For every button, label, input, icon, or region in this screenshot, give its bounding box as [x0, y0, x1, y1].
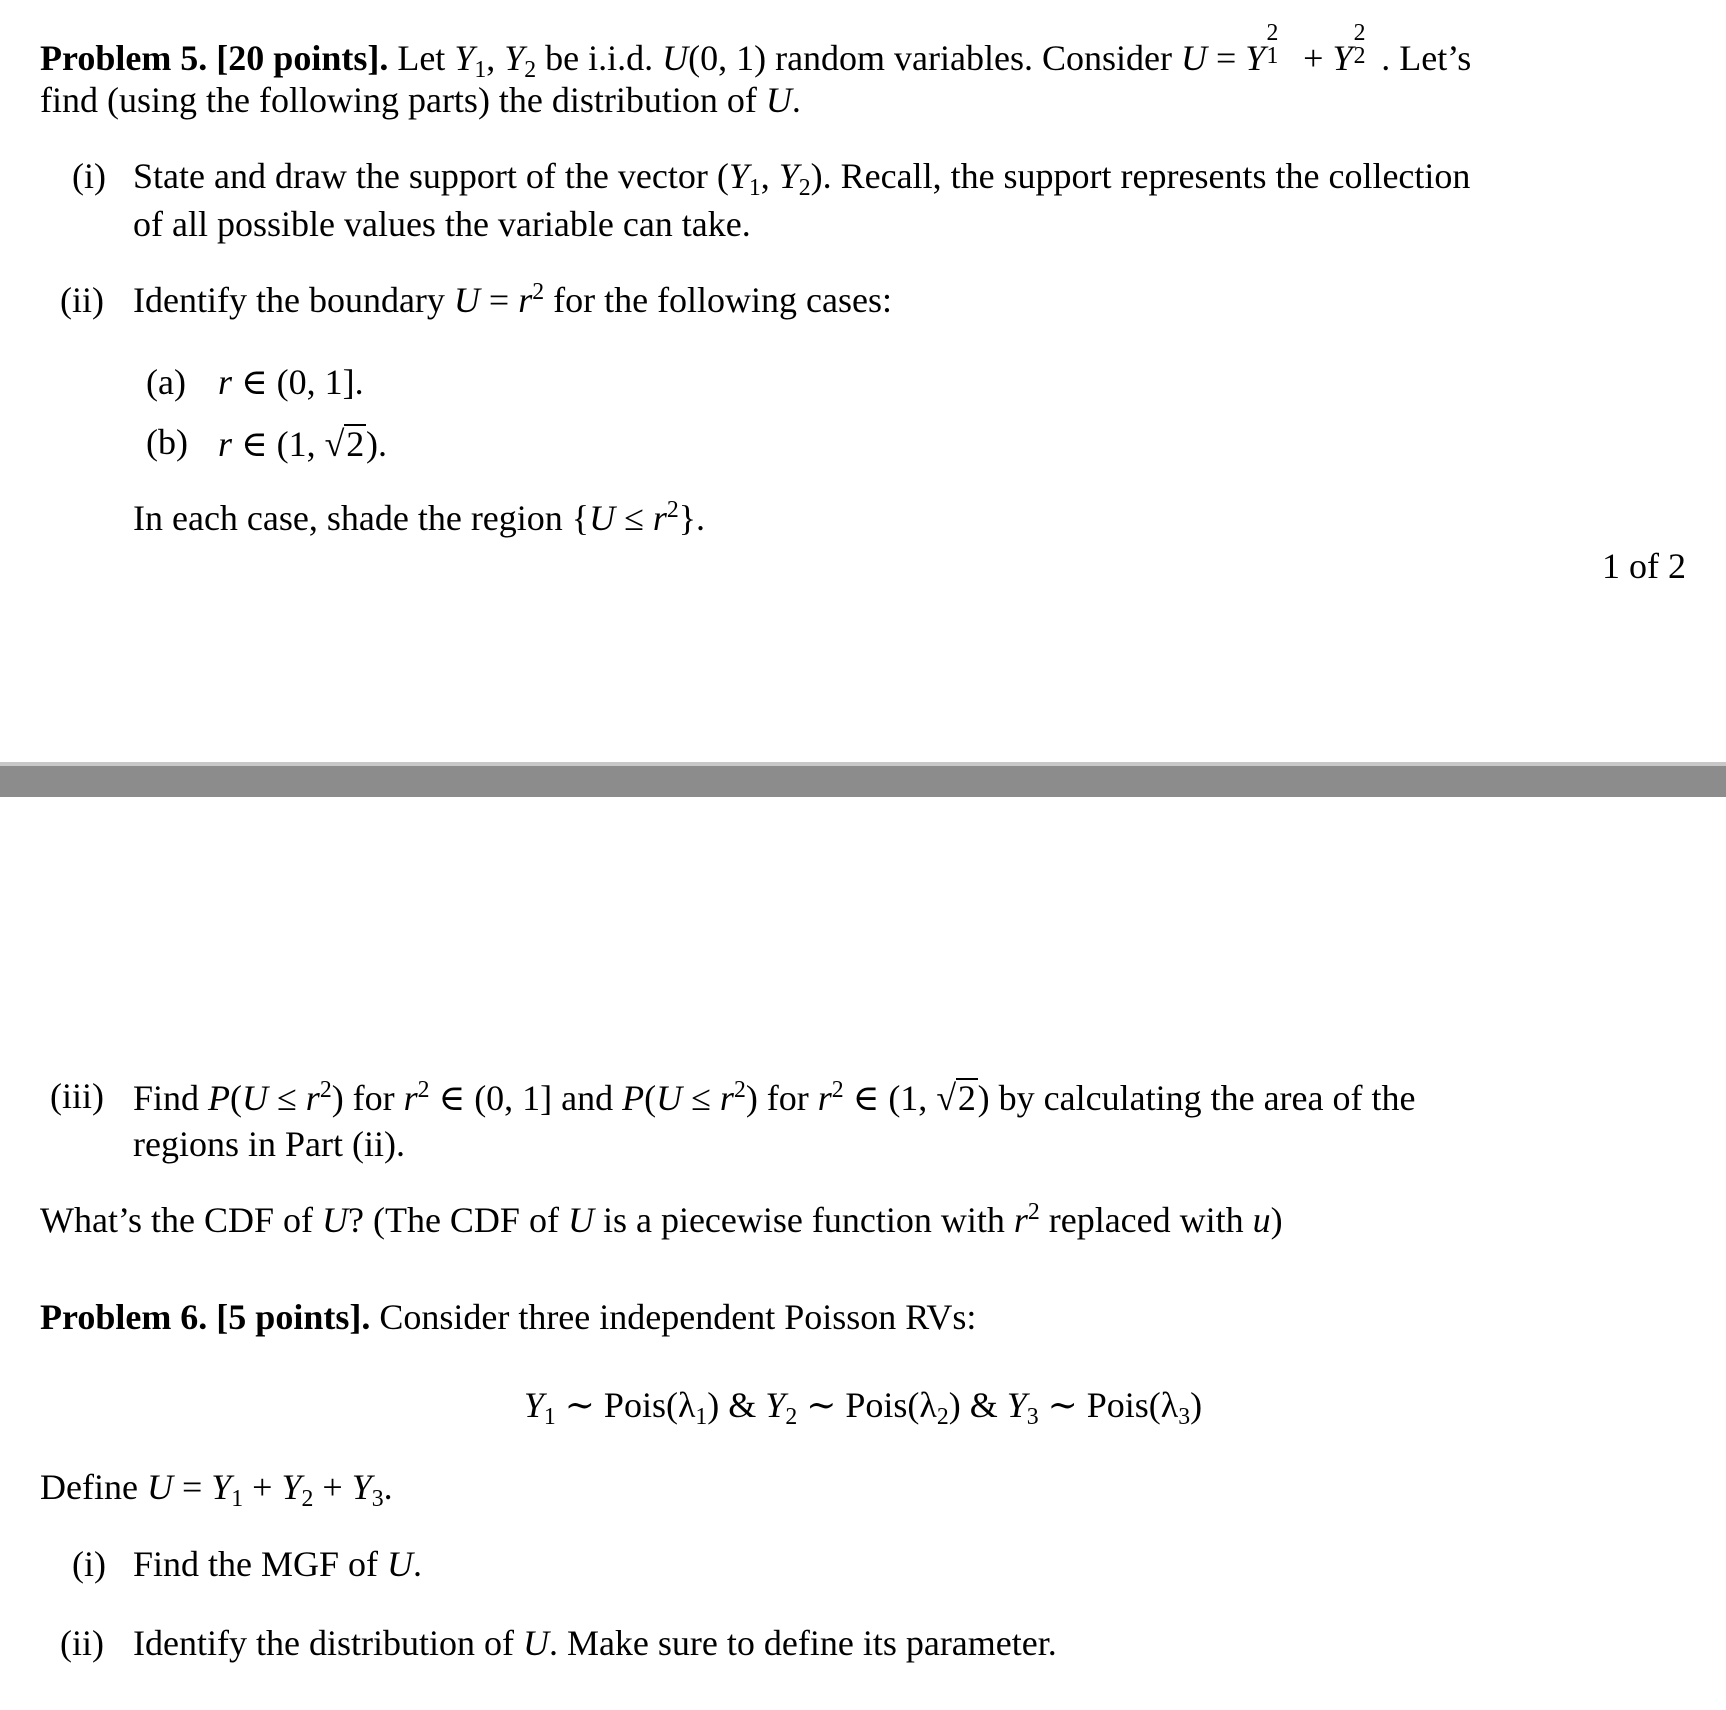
case-a-label: (a): [146, 362, 186, 402]
part-iii-label: (iii): [50, 1076, 104, 1116]
case-b-text: r ∈ (1, √2).: [218, 424, 388, 464]
page-number: 1 of 2: [1602, 546, 1686, 586]
page-divider: [0, 762, 1726, 797]
p6-part-ii-label: (ii): [60, 1623, 104, 1663]
problem-5-intro-line-1: Problem 5. [20 points]. Let $Y_1$, $Y_2$ be i.i.d. U(0, 1) random variables. Consider U = Y 2 1 + Y 2 2 . Let’s: [40, 20, 1472, 84]
part-iii-text-line-1: Find $P(U \le r^2)$ for $r^2$ ∈ (0, 1] and $P(U \le r^2)$ for $r^2$ ∈ (1, √2) by calculating the area of the: [133, 1076, 1416, 1118]
shade-instruction: In each case, shade the region $\{U \le r^2\}$.: [133, 496, 706, 538]
poisson-definitions: $Y_1$ ∼ $Pois(\lambda_1)$ & $Y_2$ ∼ $Pois(\lambda_2)$ & $Y_3$ ∼ $Pois(\lambda_3)$: [523, 1385, 1203, 1431]
case-a-text: r ∈ (0, 1].: [218, 362, 364, 402]
problem-5-heading: Problem 5. [20 points].: [40, 38, 389, 78]
part-ii-text: Identify the boundary $U = r^2$ for the following cases:: [133, 278, 893, 320]
part-iii-text-line-2: regions in Part (ii).: [133, 1124, 405, 1164]
p6-part-i-label: (i): [72, 1544, 106, 1584]
part-i-text-line-1: State and draw the support of the vector ($Y_1$, $Y_2$). Recall, the support represents the collection: [133, 156, 1471, 202]
part-i-label: (i): [72, 156, 106, 196]
problem-5-intro-line-2: find (using the following parts) the distribution of U.: [40, 80, 801, 120]
part-i-text-line-2: of all possible values the variable can take.: [133, 204, 751, 244]
page-2: [0, 797, 1726, 1710]
case-b-label: (b): [146, 422, 188, 462]
part-ii-label: (ii): [60, 280, 104, 320]
page-1: [0, 0, 1726, 762]
problem-6-heading: Problem 6. [5 points].: [40, 1297, 371, 1337]
define-u: Define $U = Y_1 + Y_2 + Y_3$.: [40, 1467, 393, 1513]
p6-part-i-text: Find the MGF of U.: [133, 1544, 423, 1584]
problem-6-intro: Problem 6. [5 points]. Consider three independent Poisson RVs:: [40, 1297, 977, 1337]
p6-part-ii-text: Identify the distribution of U. Make sure to define its parameter.: [133, 1623, 1057, 1663]
cdf-question: What’s the CDF of U? (The CDF of U is a piecewise function with $r^2$ replaced with u): [40, 1198, 1283, 1240]
